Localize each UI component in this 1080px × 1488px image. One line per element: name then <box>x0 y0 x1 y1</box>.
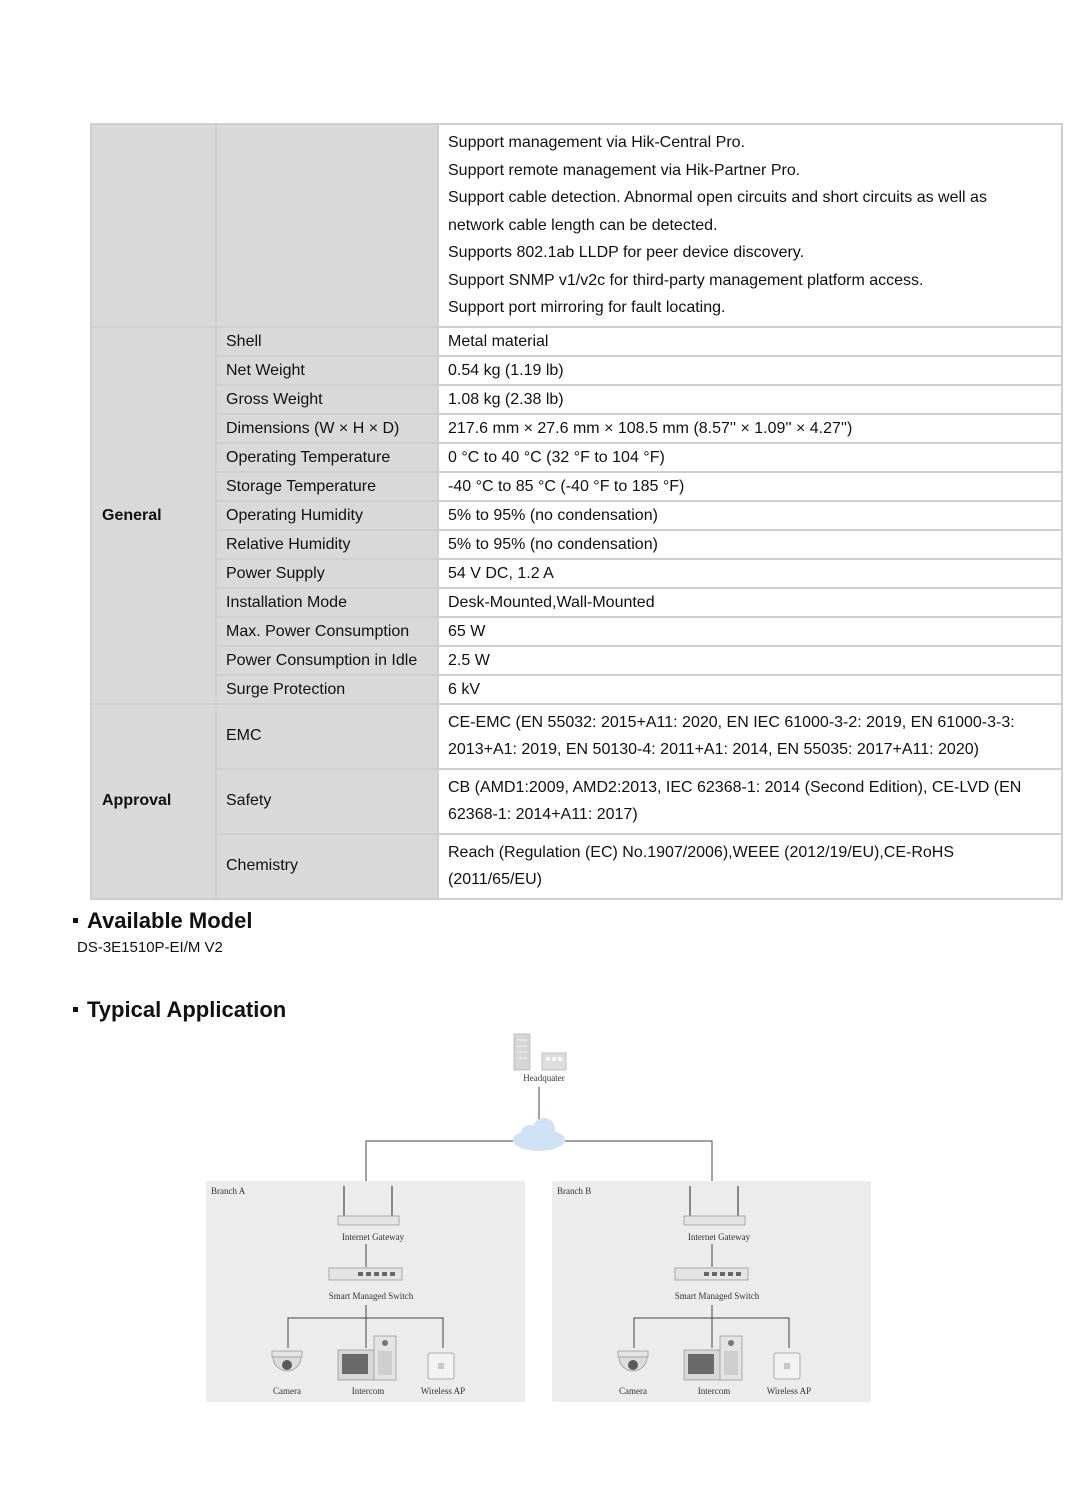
spec-value: 2.5 W <box>438 646 1062 675</box>
intercom-label: Intercom <box>351 1386 385 1396</box>
spec-row <box>91 385 1062 414</box>
bullet-icon <box>73 1007 78 1012</box>
spec-value: 54 V DC, 1.2 A <box>438 559 1062 588</box>
management-category-cell <box>91 124 216 327</box>
spec-name: Dimensions (W × H × D) <box>216 414 438 443</box>
spec-table <box>90 123 1063 900</box>
feature-line: Support port mirroring for fault locating. <box>448 299 726 316</box>
spec-row <box>91 769 1062 834</box>
available-model-heading <box>73 908 252 934</box>
bullet-icon <box>73 918 78 923</box>
value-line: CE-EMC (EN 55032: 2015+A11: 2020, EN IEC 61000-3-2: 2019, EN 61000-3-3: <box>448 713 1015 731</box>
feature-line: Support management via Hik-Central Pro. <box>448 134 746 151</box>
camera-label: Camera <box>619 1386 647 1396</box>
spec-row <box>91 646 1062 675</box>
wireless-ap-icon <box>428 1353 454 1379</box>
spec-name: Gross Weight <box>216 385 438 414</box>
spec-name: Operating Temperature <box>216 443 438 472</box>
spec-name: Net Weight <box>216 356 438 385</box>
spec-row <box>91 588 1062 617</box>
gateway-label: Internet Gateway <box>687 1232 751 1242</box>
spec-row <box>91 443 1062 472</box>
switch-icon <box>675 1268 748 1280</box>
spec-value: 5% to 95% (no condensation) <box>438 501 1062 530</box>
spec-name: Installation Mode <box>216 588 438 617</box>
spec-value <box>438 834 1062 899</box>
feature-line: network cable length can be detected. <box>448 216 718 234</box>
spec-name: Max. Power Consumption <box>216 617 438 646</box>
intercom-label: Intercom <box>697 1386 731 1396</box>
value-line: CB (AMD1:2009, AMD2:2013, IEC 62368-1: 2014 (Second Edition), CE-LVD (EN <box>448 778 1022 796</box>
spec-value: -40 °C to 85 °C (-40 °F to 185 °F) <box>438 472 1062 501</box>
wireless-ap-label: Wireless AP <box>766 1386 812 1396</box>
spec-name: EMC <box>216 704 438 769</box>
network-diagram <box>200 1030 880 1410</box>
spec-value: 1.08 kg (2.38 lb) <box>438 385 1062 414</box>
approval-category: Approval <box>91 704 216 899</box>
spec-value: 6 kV <box>438 675 1062 704</box>
spec-row <box>91 834 1062 899</box>
spec-name: Power Consumption in Idle <box>216 646 438 675</box>
camera-label: Camera <box>273 1386 301 1396</box>
value-line: 62368-1: 2014+A11: 2017) <box>448 806 638 823</box>
value-line: Reach (Regulation (EC) No.1907/2006),WEEE (2012/19/EU),CE-RoHS <box>448 843 955 861</box>
available-model-title: Available Model <box>87 908 253 933</box>
general-category: General <box>91 327 216 704</box>
spec-row <box>91 356 1062 385</box>
spec-value: Metal material <box>438 327 1062 356</box>
gateway-label: Internet Gateway <box>341 1232 405 1242</box>
switch-label: Smart Managed Switch <box>328 1291 414 1301</box>
spec-value <box>438 704 1062 769</box>
spec-name: Storage Temperature <box>216 472 438 501</box>
spec-name: Surge Protection <box>216 675 438 704</box>
spec-row <box>91 675 1062 704</box>
branch-a-panel <box>206 1181 525 1402</box>
feature-line: Supports 802.1ab LLDP for peer device discovery. <box>448 244 805 261</box>
spec-row <box>91 414 1062 443</box>
spec-name: Relative Humidity <box>216 530 438 559</box>
spec-row <box>91 530 1062 559</box>
spec-value: 0 °C to 40 °C (32 °F to 104 °F) <box>438 443 1062 472</box>
cloud-icon <box>513 1118 565 1151</box>
typical-application-title: Typical Application <box>87 997 287 1022</box>
spec-value: Desk-Mounted,Wall-Mounted <box>438 588 1062 617</box>
branch-b-panel <box>552 1181 871 1402</box>
spec-name: Power Supply <box>216 559 438 588</box>
spec-row <box>91 472 1062 501</box>
spec-value: 5% to 95% (no condensation) <box>438 530 1062 559</box>
spec-name: Operating Humidity <box>216 501 438 530</box>
feature-line: Support cable detection. Abnormal open circuits and short circuits as well as <box>448 189 987 206</box>
management-sub-cell <box>216 124 438 327</box>
spec-name: Chemistry <box>216 834 438 899</box>
value-line: 2013+A1: 2019, EN 50130-4: 2011+A1: 2014, EN 55035: 2017+A11: 2020) <box>448 741 979 758</box>
model-number: DS-3E1510P-EI/M V2 <box>77 939 223 956</box>
value-line: (2011/65/EU) <box>448 871 542 888</box>
management-row <box>91 124 1062 327</box>
feature-line: Support remote management via Hik-Partner Pro. <box>448 161 801 179</box>
spec-value: 217.6 mm × 27.6 mm × 108.5 mm (8.57'' × 1.09'' × 4.27'') <box>438 414 1062 443</box>
headquarter-building-icon <box>514 1034 566 1070</box>
spec-name: Shell <box>216 327 438 356</box>
spec-row <box>91 617 1062 646</box>
wireless-ap-icon <box>774 1353 800 1379</box>
typical-application-heading <box>73 997 286 1023</box>
feature-line: Support SNMP v1/v2c for third-party management platform access. <box>448 271 924 289</box>
spec-row <box>91 501 1062 530</box>
switch-icon <box>329 1268 402 1280</box>
spec-value: 0.54 kg (1.19 lb) <box>438 356 1062 385</box>
branch-b-label: Branch B <box>557 1186 592 1196</box>
spec-row <box>91 704 1062 769</box>
spec-value <box>438 769 1062 834</box>
switch-label: Smart Managed Switch <box>674 1291 760 1301</box>
management-features <box>438 124 1062 327</box>
wireless-ap-label: Wireless AP <box>420 1386 466 1396</box>
spec-name: Safety <box>216 769 438 834</box>
spec-value: 65 W <box>438 617 1062 646</box>
headquarter-label: Headquater <box>523 1073 565 1083</box>
spec-row <box>91 327 1062 356</box>
branch-a-label: Branch A <box>211 1186 246 1196</box>
spec-row <box>91 559 1062 588</box>
